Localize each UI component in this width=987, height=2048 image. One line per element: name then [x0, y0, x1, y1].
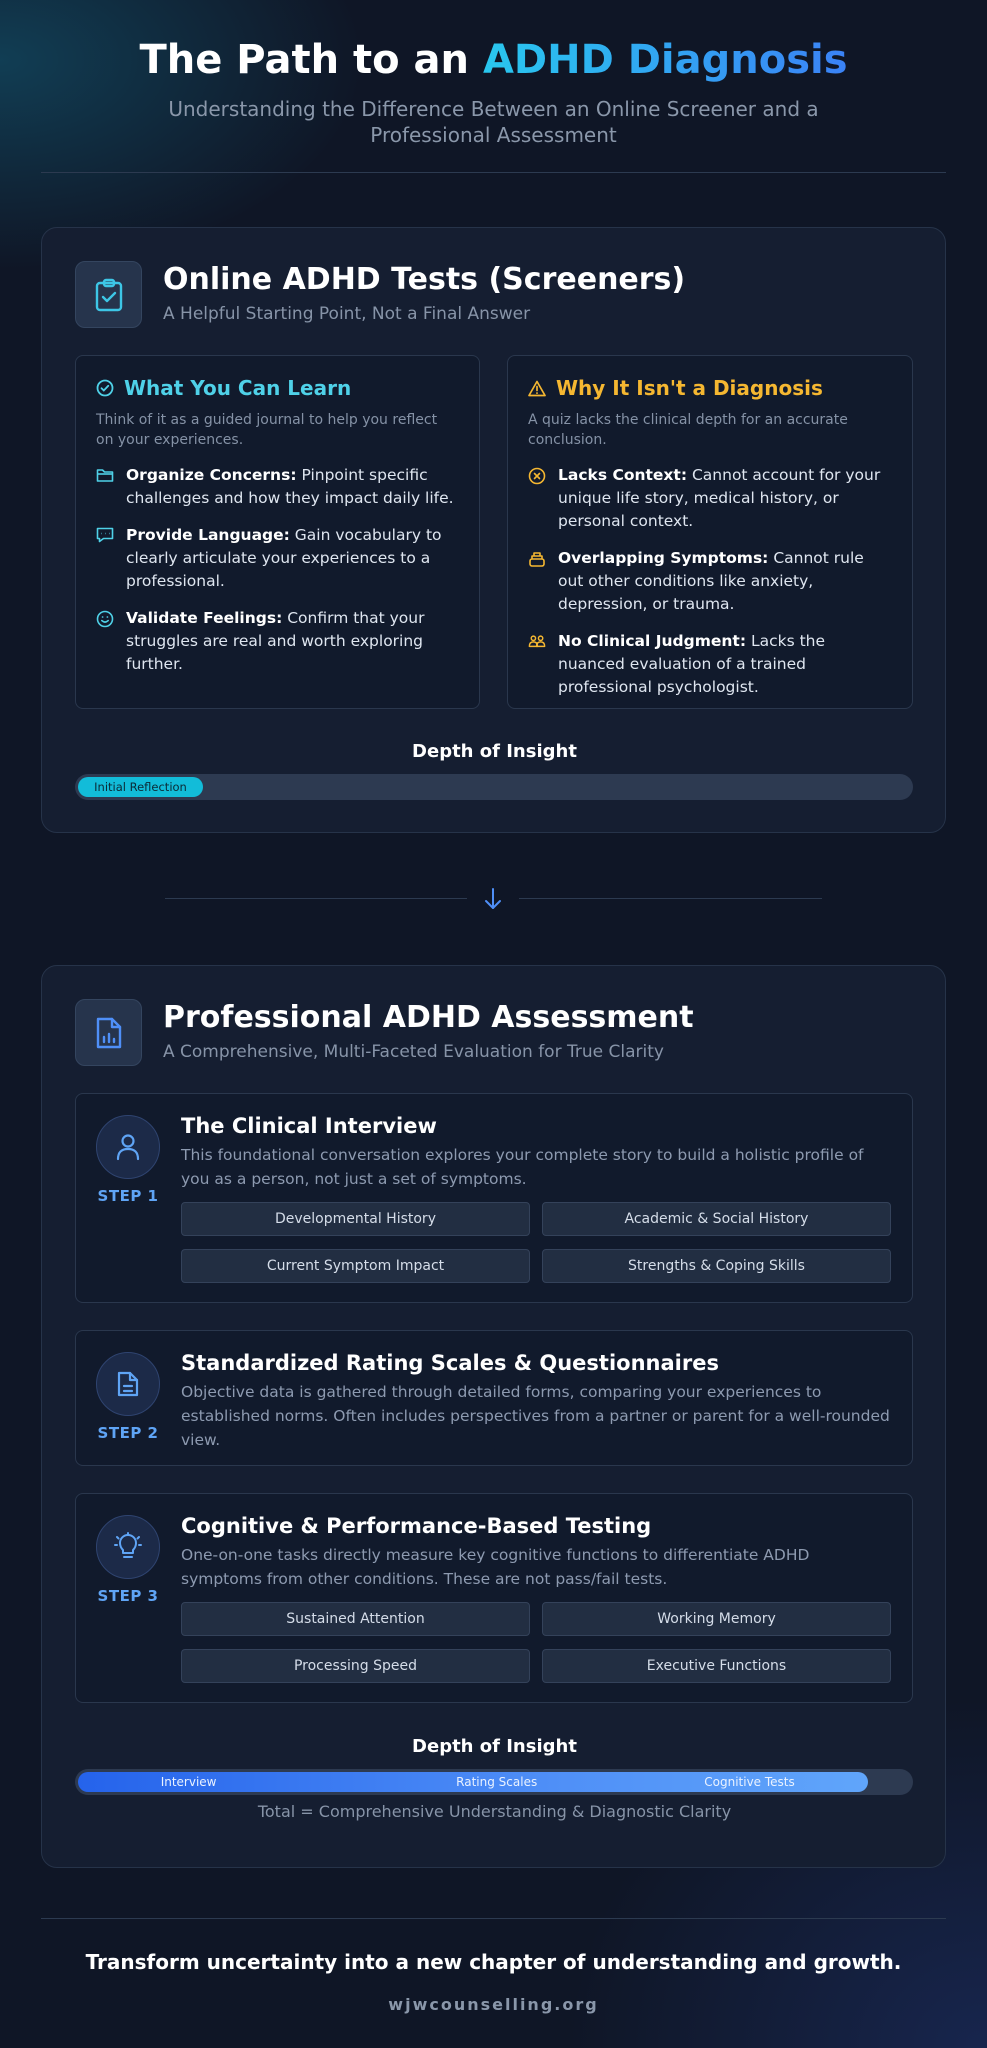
learn-item	[96, 464, 457, 510]
screeners-card	[41, 227, 946, 833]
title-main: The Path to an	[139, 37, 483, 83]
learn-item	[96, 607, 457, 676]
why-item	[528, 547, 890, 616]
step-card	[75, 1330, 913, 1466]
people-icon	[528, 633, 546, 649]
step-chip: Academic & Social History	[542, 1202, 891, 1236]
step-number: STEP 2	[97, 1424, 159, 1442]
screeners-title: Online ADHD Tests (Screeners)	[163, 262, 686, 297]
learn-item-text: Confirm that your struggles are real and worth exploring further.	[126, 609, 425, 673]
step-card	[75, 1093, 913, 1303]
document-icon	[96, 1352, 160, 1416]
step-chip: Processing Speed	[181, 1649, 530, 1683]
insight-segment-label: Rating Scales	[456, 1775, 538, 1789]
step-description: This foundational conversation explores your complete story to build a holistic profile of you as a person, not just a set of symptoms.	[181, 1146, 864, 1188]
divider-line-left	[165, 898, 467, 899]
learn-item	[96, 524, 457, 593]
professional-insight-bar	[75, 1769, 913, 1795]
why-item-bold: No Clinical Judgment:	[558, 632, 747, 650]
folder-icon	[96, 467, 114, 483]
step-chip: Strengths & Coping Skills	[542, 1249, 891, 1283]
why-item-text: Cannot account for your unique life story, medical history, or personal context.	[558, 466, 881, 530]
smiley-icon	[96, 610, 114, 628]
learn-item-text: Pinpoint specific challenges and how they impact daily life.	[126, 466, 454, 507]
learn-heading-text: What You Can Learn	[124, 376, 352, 400]
professional-insight-label: Depth of Insight	[412, 1736, 577, 1757]
step-card	[75, 1493, 913, 1703]
page-subtitle: Understanding the Difference Between an Online Screener and a Professional Assessment	[168, 97, 819, 147]
step-chip: Developmental History	[181, 1202, 530, 1236]
professional-card	[41, 965, 946, 1868]
why-item	[528, 630, 890, 699]
why-item	[528, 464, 890, 533]
why-heading	[528, 376, 890, 400]
step-title: Standardized Rating Scales & Questionnaires	[181, 1351, 719, 1375]
step-title: The Clinical Interview	[181, 1114, 437, 1138]
person-icon	[96, 1115, 160, 1179]
lightbulb-icon	[96, 1515, 160, 1579]
professional-insight-fill	[78, 1772, 868, 1792]
screeners-subtitle: A Helpful Starting Point, Not a Final Answer	[163, 304, 531, 324]
divider-line-right	[519, 898, 822, 899]
header-divider	[41, 172, 946, 173]
professional-title: Professional ADHD Assessment	[163, 1000, 694, 1035]
learn-panel	[75, 355, 480, 709]
step-chip: Executive Functions	[542, 1649, 891, 1683]
why-item-bold: Lacks Context:	[558, 466, 688, 484]
why-panel	[507, 355, 913, 709]
why-item-text: Cannot rule out other conditions like anxiety, depression, or trauma.	[558, 549, 864, 613]
speech-bubble-icon	[96, 527, 114, 543]
learn-item-bold: Validate Feelings:	[126, 609, 283, 627]
clipboard-check-icon	[75, 261, 142, 328]
screeners-insight-bar	[75, 774, 913, 800]
step-chip: Working Memory	[542, 1602, 891, 1636]
footer-site: wjwcounselling.org	[388, 1995, 599, 2014]
insight-segment-label: Interview	[160, 1775, 217, 1789]
page-header	[0, 34, 987, 148]
step-title: Cognitive & Performance-Based Testing	[181, 1514, 652, 1538]
step-chip: Current Symptom Impact	[181, 1249, 530, 1283]
why-item-bold: Overlapping Symptoms:	[558, 549, 769, 567]
step-chip: Sustained Attention	[181, 1602, 530, 1636]
title-accent: ADHD Diagnosis	[482, 37, 848, 83]
learn-intro: Think of it as a guided journal to help you reflect on your experiences.	[96, 412, 438, 448]
arrow-down-icon	[482, 887, 504, 915]
screeners-insight-label: Depth of Insight	[412, 741, 577, 762]
learn-item-text: Gain vocabulary to clearly articulate your experiences to a professional.	[126, 526, 442, 590]
why-intro: A quiz lacks the clinical depth for an accurate conclusion.	[528, 412, 848, 448]
step-number: STEP 3	[97, 1587, 159, 1605]
step-description: Objective data is gathered through detailed forms, comparing your experiences to established norms. Often includes perspectives from a partner or parent for a well-rounded view.	[181, 1383, 890, 1449]
check-circle-icon	[96, 379, 114, 397]
layers-icon	[528, 550, 546, 568]
why-item-text: Lacks the nuanced evaluation of a trained professional psychologist.	[558, 632, 826, 696]
step-number: STEP 1	[97, 1187, 159, 1205]
learn-item-bold: Provide Language:	[126, 526, 290, 544]
learn-heading	[96, 376, 457, 400]
page-title	[0, 34, 987, 86]
footer-tagline: Transform uncertainty into a new chapter of understanding and growth.	[85, 1950, 902, 1974]
professional-subtitle: A Comprehensive, Multi-Faceted Evaluation for True Clarity	[163, 1042, 664, 1062]
why-heading-text: Why It Isn't a Diagnosis	[556, 376, 823, 400]
insight-segment-label: Cognitive Tests	[704, 1775, 795, 1789]
report-chart-icon	[75, 999, 142, 1066]
screeners-insight-fill	[78, 777, 203, 797]
insight-total-text: Total = Comprehensive Understanding & Diagnostic Clarity	[257, 1802, 732, 1821]
screeners-insight-bar-label: Initial Reflection	[94, 780, 187, 794]
warning-triangle-icon	[528, 380, 546, 397]
step-description: One-on-one tasks directly measure key cognitive functions to differentiate ADHD symptoms from other conditions. These are not pass/fail tests.	[181, 1546, 810, 1588]
footer-divider	[41, 1918, 946, 1919]
x-circle-icon	[528, 467, 546, 485]
learn-item-bold: Organize Concerns:	[126, 466, 297, 484]
